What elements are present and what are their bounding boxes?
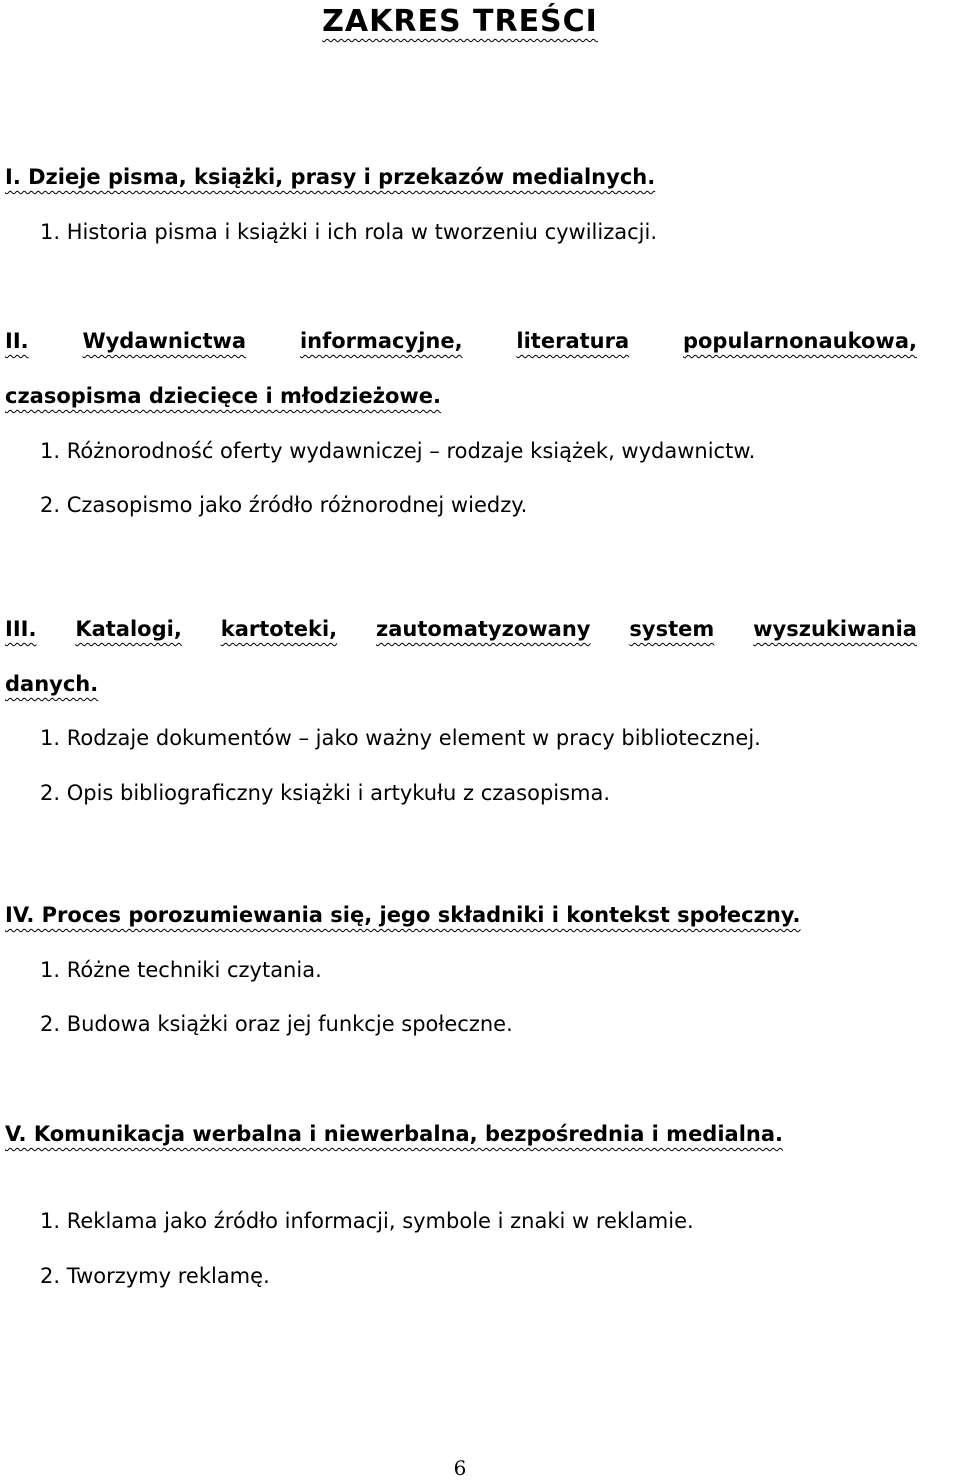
section-3-heading-continued: danych. — [5, 672, 99, 696]
section-3-heading-word: Katalogi, — [75, 617, 182, 641]
section-5-item-2: 2. Tworzymy reklamę. — [40, 1264, 270, 1288]
section-5-heading: V. Komunikacja werbalna i niewerbalna, bezpośrednia i medialna. — [5, 1122, 784, 1146]
section-2-heading-continued: czasopisma dziecięce i młodzieżowe. — [5, 384, 442, 408]
page-title: ZAKRES TREŚCI — [322, 4, 598, 39]
section-4-item-1: 1. Różne techniki czytania. — [40, 958, 322, 982]
section-2-heading-word: Wydawnictwa — [82, 329, 247, 353]
section-2-heading-word: informacyjne, — [299, 329, 463, 353]
section-3-item-1: 1. Rodzaje dokumentów – jako ważny element w pracy bibliotecznej. — [40, 726, 761, 750]
section-1-heading: I. Dzieje pisma, książki, prasy i przekazów medialnych. — [5, 165, 656, 189]
section-3-heading-word: zautomatyzowany — [376, 617, 591, 641]
section-3-heading — [5, 615, 917, 643]
section-5-item-1: 1. Reklama jako źródło informacji, symbole i znaki w reklamie. — [40, 1209, 694, 1233]
section-3-heading-word: III. — [5, 617, 37, 641]
section-2-heading-word: literatura — [516, 329, 630, 353]
section-4-heading: IV. Proces porozumiewania się, jego składniki i kontekst społeczny. — [5, 903, 801, 927]
section-2-item-1: 1. Różnorodność oferty wydawniczej – rodzaje książek, wydawnictw. — [40, 439, 756, 463]
section-4-item-2: 2. Budowa książki oraz jej funkcje społeczne. — [40, 1012, 513, 1036]
section-2-heading — [5, 327, 917, 355]
section-2-heading-word: popularnonaukowa, — [682, 329, 917, 353]
section-2-item-2: 2. Czasopismo jako źródło różnorodnej wiedzy. — [40, 493, 528, 517]
section-3-heading-word: system — [629, 617, 715, 641]
page-number: 6 — [453, 1456, 467, 1480]
section-3-heading-word: kartoteki, — [220, 617, 338, 641]
section-3-heading-word: wyszukiwania — [753, 617, 917, 641]
section-1-item-1: 1. Historia pisma i książki i ich rola w tworzeniu cywilizacji. — [40, 220, 658, 244]
section-3-item-2: 2. Opis bibliograficzny książki i artykułu z czasopisma. — [40, 781, 611, 805]
section-2-heading-word: II. — [5, 329, 29, 353]
